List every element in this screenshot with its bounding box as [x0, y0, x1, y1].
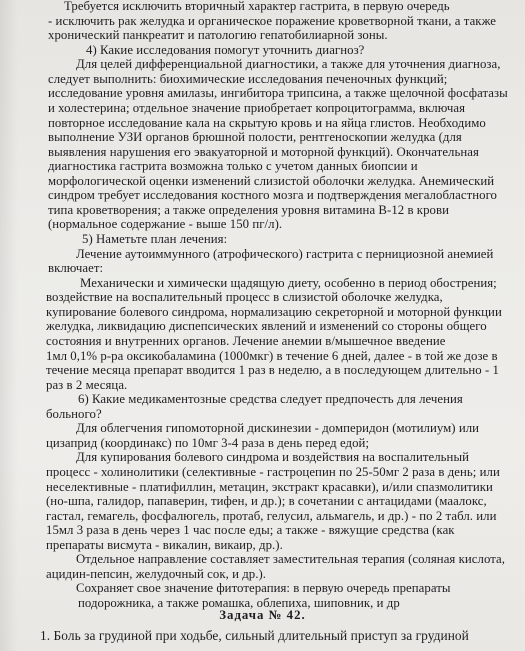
text-line: Для целей дифференциальной диагностики, а также для уточнения диагноза,: [76, 57, 501, 72]
text-line: 1мл 0,1% р-ра оксикобаламина (1000мкг) в течение 6 дней, далее - в той же дозе в: [46, 348, 498, 363]
text-line: включает:: [48, 261, 104, 276]
text-line: диагностика гастрита возможна только с учетом данных биопсии и: [48, 159, 418, 174]
text-line: исследование уровня амилазы, ингибитора трипсина, а также щелочной фосфатазы: [48, 86, 508, 101]
task-title: Задача № 42.: [219, 608, 306, 622]
page-shadow: [0, 0, 18, 651]
text-line: препараты висмута - викалин, викаир, др.).: [46, 537, 283, 552]
text-line: процесс - холинолитики (селективные - гастроцепин по 25-50мг 2 раза в день; или: [46, 465, 500, 479]
text-line: типа кроветворения; а также определения уровня витамина В-12 в крови: [48, 202, 449, 217]
text-line: 15мл 3 раза в день через 1 час после еды; а также - вяжущие средства (как: [46, 523, 455, 538]
text-line: гастал, гемагель, фосфалюгель, протаб, гелусил, альмагель, и др.) - по 2 табл. или: [46, 508, 497, 523]
text-line: (нормальное содержание - выше 150 пг/л).: [48, 217, 283, 232]
text-line: Лечение аутоиммунного (атрофического) гастрита с пернициозной анемией: [76, 246, 494, 261]
text-line: подорожника, а также ромашка, облепиха, шиповник, и др: [78, 596, 400, 610]
text-line: Для облегчения гипомоторной дискинезии - домперидон (мотилиум) или: [76, 421, 480, 436]
text-line: желудка, ликвидацию диспепсических явлений и изменений со стороны общего: [46, 319, 487, 334]
text-line: - исключить рак желудка и органическое поражение кроветворной ткани, а также: [48, 13, 497, 28]
text-line: (но-шпа, галидор, папаверин, тифен, и др.); в сочетании с антацидами (маалокс,: [46, 494, 487, 509]
text-line: купирование болевого синдрома, нормализацию секреторной и моторной функции: [46, 304, 502, 319]
text-line: цизаприд (координакс) по 10мг 3-4 раза в день перед едой;: [46, 435, 370, 450]
text-line: хронический панкреатит и патологию гепатобилиарной зоны.: [48, 28, 388, 43]
text-line: выявления нарушения его эвакуаторной и моторной функций). Окончательная: [48, 144, 479, 159]
section-heading: 5) Наметьте план лечения:: [82, 232, 228, 246]
text-line: Требуется исключить вторичный характер гастрита, в первую очередь: [64, 0, 450, 13]
text-line: Для купирования болевого синдрома и воздействия на воспалительный: [76, 450, 469, 465]
section-heading: 6) Какие медикаментозные средства следует предпочесть для лечения: [78, 392, 463, 407]
text-line: состояния и внутренних органов. Лечение анемии в/мышечное введение: [46, 333, 446, 348]
text-line: течение месяца препарат вводится 1 раз в неделю, а в последующем длительно - 1: [46, 363, 500, 377]
text-line: Отдельное направление составляет заместительная терапия (соляная кислота,: [76, 552, 506, 567]
text-line: следует выполнить: биохимические исследования печеночных функций;: [48, 71, 448, 86]
text-line: морфологической оценки изменений слизистой оболочки желудка. Анемический: [48, 173, 495, 188]
text-line: выполнение УЗИ органов брюшной полости, рентгеноскопии желудка (для: [48, 130, 462, 144]
section-heading: больного?: [46, 406, 102, 421]
text-line: ацидин-пепсин, желудочный сок, и др.).: [46, 566, 267, 581]
text-line: синдром требует исследования костного мозга и подтверждения мегалобластного: [48, 188, 497, 203]
section-heading: 4) Какие исследования помогут уточнить диагноз?: [86, 42, 365, 57]
text-line: Механически и химически щадящую диету, особенно в период обострения;: [80, 275, 497, 290]
text-line: раз в 2 месяца.: [46, 377, 128, 392]
text-line: Сохраняет свое значение фитотерапия: в первую очередь препараты: [76, 581, 451, 596]
task-line: 1. Боль за грудиной при ходьбе, сильный длительный приступ за грудиной: [40, 628, 469, 643]
text-line: воздействие на воспалительный процесс в слизистой оболочке желудка,: [46, 290, 443, 305]
text-line: и холестерина; отдельное значение приобретает копроцитограмма, включая: [48, 100, 466, 115]
text-line: неселективные - платифиллин, метацин, экстракт красавки), и/или спазмолитики: [46, 479, 493, 494]
text-line: повторное исследование кала на скрытую кровь и на яйца глистов. Необходимо: [48, 115, 486, 130]
